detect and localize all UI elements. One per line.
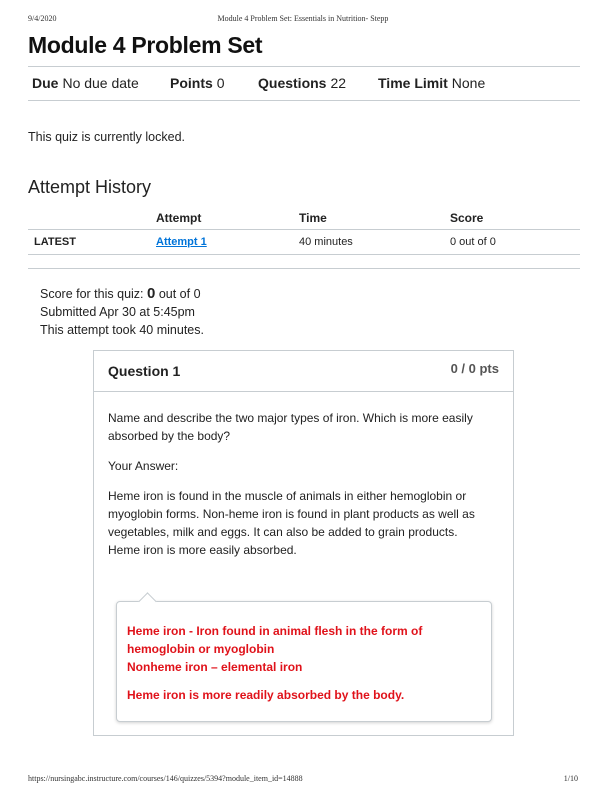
meta-questions-value: 22	[330, 75, 347, 91]
feedback-text	[127, 622, 467, 714]
header-time: Time	[299, 211, 327, 225]
section-divider	[28, 268, 580, 269]
header-attempt: Attempt	[156, 211, 202, 225]
print-date: 9/4/2020	[28, 14, 57, 23]
table-header-row	[28, 205, 580, 230]
meta-points-label: Points	[170, 75, 213, 91]
meta-questions	[258, 75, 346, 91]
meta-time-limit-value: None	[451, 75, 486, 91]
meta-time-limit-label: Time Limit	[378, 75, 448, 91]
feedback-box	[116, 601, 492, 722]
print-doc-title: Module 4 Problem Set: Essentials in Nutrition- Stepp	[217, 14, 389, 23]
duration-line: This attempt took 40 minutes.	[40, 323, 204, 337]
your-answer-label: Your Answer:	[108, 459, 179, 473]
meta-time-limit	[378, 75, 485, 91]
question-header	[94, 351, 513, 392]
row-time: 40 minutes	[299, 236, 353, 248]
meta-due-label: Due	[32, 75, 59, 91]
meta-due	[32, 75, 139, 91]
feedback-line-2: Nonheme iron – elemental iron	[127, 660, 303, 674]
table-row	[28, 230, 580, 255]
question-body	[108, 409, 488, 571]
row-latest-label: LATEST	[34, 236, 76, 248]
score-line	[40, 285, 204, 303]
question-title: Question 1	[108, 363, 181, 379]
question-card	[93, 350, 514, 736]
score-prefix: Score for this quiz:	[40, 287, 144, 301]
score-summary	[40, 285, 204, 339]
meta-points-value: 0	[216, 75, 225, 91]
attempt-history-title: Attempt History	[28, 177, 152, 197]
score-value: 0	[147, 285, 156, 302]
quiz-meta-bar	[28, 66, 580, 101]
feedback-line-1: Heme iron - Iron found in animal flesh in the form of hemoglobin or myoglobin	[127, 624, 423, 656]
feedback-arrow	[138, 592, 156, 610]
print-page-number: 1/10	[563, 774, 578, 783]
attempt-history-table	[28, 205, 580, 255]
submitted-line: Submitted Apr 30 at 5:45pm	[40, 305, 195, 319]
meta-due-value: No due date	[62, 75, 139, 91]
locked-message: This quiz is currently locked.	[28, 130, 186, 144]
print-url: https://nursingabc.instructure.com/courses/146/quizzes/5394?module_item_id=14888	[28, 774, 303, 783]
question-points: 0 / 0 pts	[450, 361, 499, 376]
meta-points	[170, 75, 225, 91]
score-suffix: out of 0	[158, 287, 201, 301]
attempt-1-link[interactable]: Attempt 1	[156, 236, 207, 248]
question-text: Name and describe the two major types of iron. Which is more easily absorbed by the body?	[108, 411, 473, 443]
row-score: 0 out of 0	[450, 236, 496, 248]
feedback-line-3: Heme iron is more readily absorbed by the body.	[127, 688, 405, 702]
header-score: Score	[450, 211, 484, 225]
meta-questions-label: Questions	[258, 75, 327, 91]
answer-text: Heme iron is found in the muscle of animals in either hemoglobin or myoglobin forms. Non-heme iron is found in plant products as well as vegetables, milk and eggs. It can also be added to grain products. Heme iron is more easily absorbed.	[108, 489, 475, 557]
page-title: Module 4 Problem Set	[28, 32, 263, 58]
